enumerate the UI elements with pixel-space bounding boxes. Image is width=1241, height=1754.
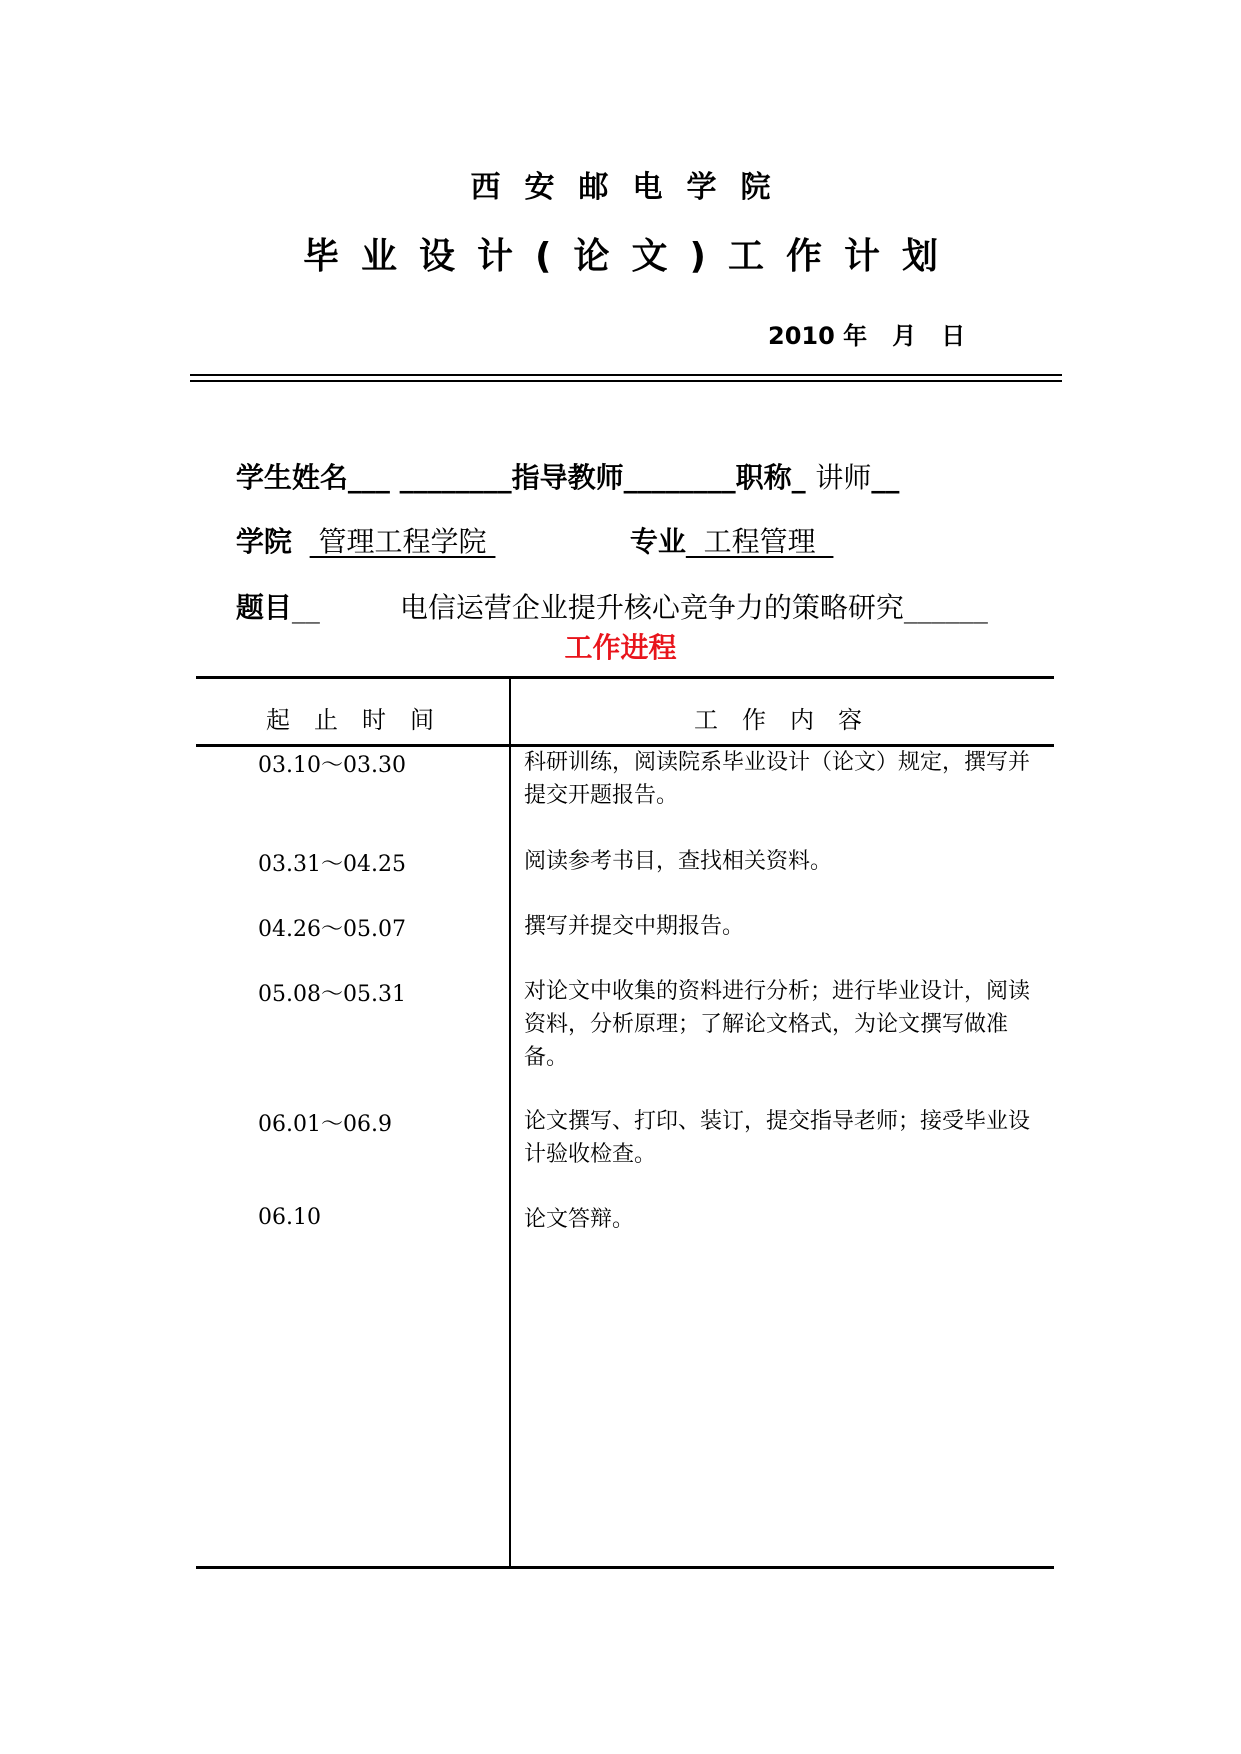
header-period: 起止时间 (266, 706, 458, 734)
student-row (218, 424, 899, 496)
row-period: 03.10～03.30 (258, 753, 406, 778)
row-content: 论文撰写、打印、装订，提交指导老师；接受毕业设计验收检查。 (524, 1109, 1031, 1167)
major-label: 专业 (629, 525, 686, 558)
section-title: 工作进程 (564, 631, 677, 664)
college-label: 学院 (235, 525, 292, 558)
job-title-value: 讲师 (815, 461, 872, 494)
college-row (218, 488, 495, 560)
student-name-blank: ___ ________ (347, 461, 512, 494)
college-value: 管理工程学院 (309, 525, 496, 558)
row-content: 对论文中收集的资料进行分析；进行毕业设计，阅读资料，分析原理；了解论文格式，为论文撰写做准备。 (524, 979, 1031, 1070)
row-period: 03.31～04.25 (258, 852, 406, 877)
job-title-pre: _ (791, 461, 816, 494)
row-content: 科研训练，阅读院系毕业设计（论文）规定，撰写并提交开题报告。 (524, 750, 1031, 808)
document-title: 毕业设计(论文)工作计划 (303, 236, 960, 277)
row-content: 撰写并提交中期报告。 (524, 914, 745, 939)
table-bottom-border (196, 1566, 1054, 1569)
row-period: 06.10 (258, 1205, 321, 1230)
row-content: 论文答辩。 (524, 1207, 635, 1232)
topic-value: __ 电信运营企业提升核心竞争力的策略研究______ (291, 591, 988, 624)
topic-label: 题目 (235, 591, 292, 624)
major-value: 工程管理 (685, 525, 834, 558)
job-title-label: 职称 (735, 461, 792, 494)
document-date: 2010 年 月 日 (768, 322, 966, 350)
school-name: 西安邮电学院 (470, 170, 795, 205)
header-content: 工作内容 (694, 706, 886, 734)
header-divider-top (190, 374, 1062, 376)
row-content: 阅读参考书目，查找相关资料。 (524, 849, 833, 874)
topic-row (218, 554, 988, 626)
header-divider-bottom (190, 380, 1062, 382)
row-period: 04.26～05.07 (258, 917, 406, 942)
row-period: 06.01～06.9 (258, 1112, 392, 1137)
major-row (612, 488, 833, 560)
student-name-label: 学生姓名 (235, 461, 348, 494)
advisor-blank: ________ (623, 461, 736, 494)
row-period: 05.08～05.31 (258, 982, 406, 1007)
table-column-divider (509, 677, 511, 1567)
advisor-label: 指导教师 (511, 461, 624, 494)
table-top-border (196, 676, 1054, 679)
job-title-post: __ (871, 461, 900, 494)
